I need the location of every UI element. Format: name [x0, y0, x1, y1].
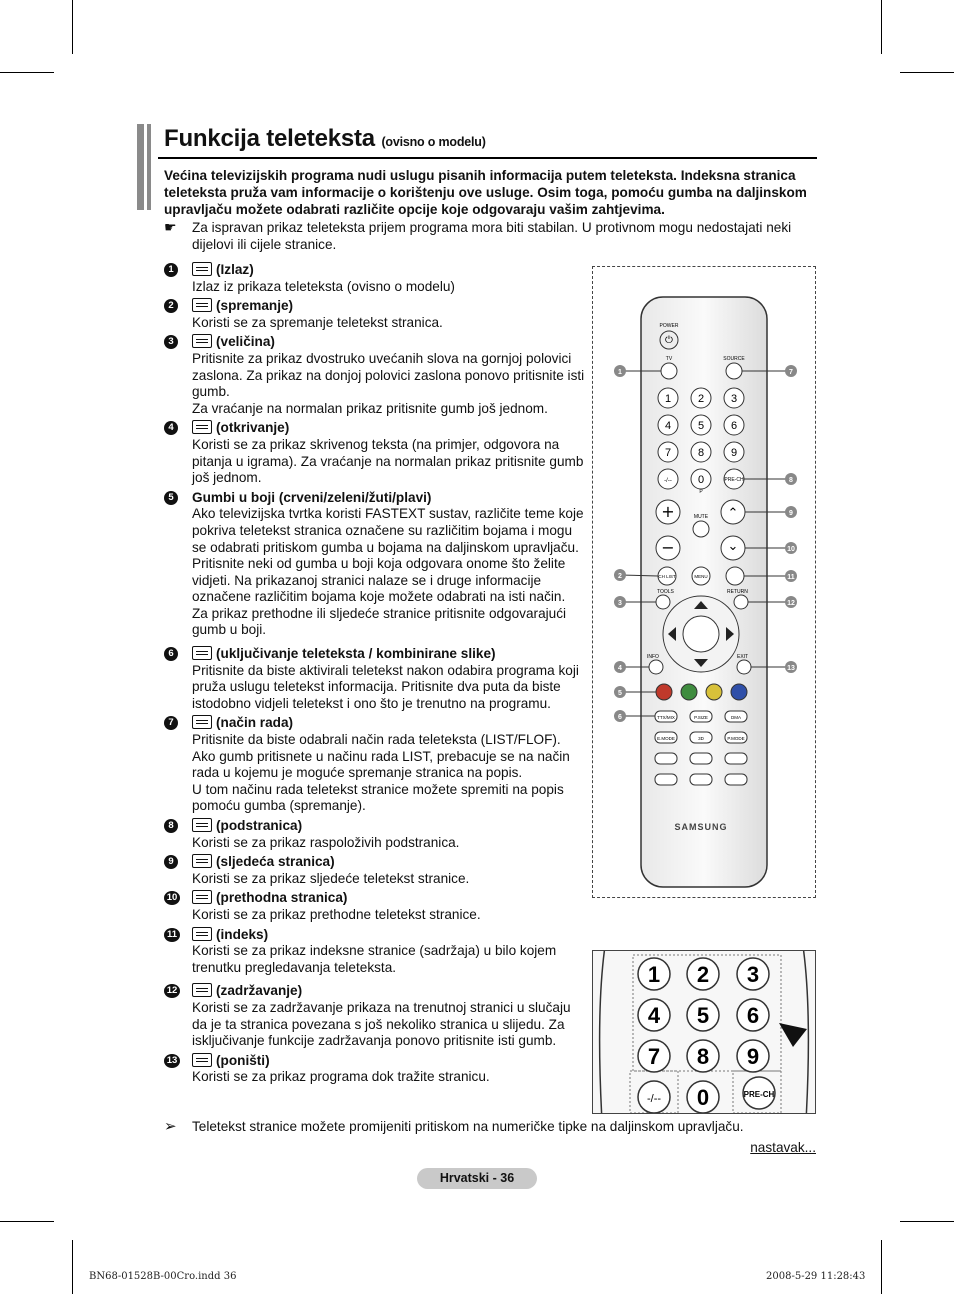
- item-number: 3: [164, 335, 178, 349]
- exit-label: EXIT: [737, 654, 749, 660]
- emode-label: E.MODE: [657, 736, 675, 741]
- item-number: 5: [164, 491, 178, 505]
- item-number: 12: [164, 984, 180, 998]
- continued-link: nastavak...: [750, 1140, 816, 1155]
- 3d-label: 3D: [698, 736, 704, 741]
- item-title: (zadržavanje): [192, 983, 302, 998]
- title-divider: [158, 157, 817, 159]
- item-number: 8: [164, 819, 178, 833]
- record-button: [655, 774, 677, 785]
- item-body: Ako televizijska tvrtka koristi FASTEXT sustav, različite teme koje pokriva teletekst stranica označene su različitim bojama i mogu se odabrati pritiskom gumba u bojama na daljinskom upravljaču. Pritisnite neki od gumba u boji koja odgovara onome što želite vidjeti. Na prikazanoj stranici nalaze se i druge informacije označene različitim bojama koje možete odabrati na isti način. Za prikaz prethodne ili sljedeće stranice pritisnite odgovarajući gumb u boji.: [192, 506, 584, 638]
- item-number: 9: [164, 855, 178, 869]
- digit-label: 0: [697, 474, 705, 486]
- source-button: [726, 363, 742, 379]
- crop-mark: [900, 72, 954, 73]
- number-pad-closeup: [592, 950, 816, 1114]
- teletext-button-icon: [192, 1053, 212, 1067]
- zoom-digit-label: 4: [647, 1003, 661, 1028]
- brand-logo: SAMSUNG: [674, 822, 728, 832]
- list-item: [164, 818, 586, 851]
- zoom-digit-label: 6: [746, 1003, 760, 1028]
- callout-number: 11: [787, 574, 795, 581]
- item-number: 1: [164, 263, 178, 277]
- digit-label: 2: [697, 393, 705, 405]
- p-label: P: [699, 489, 703, 495]
- power-label: POWER: [659, 323, 679, 329]
- footer-file: BN68-01528B-00Cro.indd 36: [89, 1271, 237, 1282]
- mute-label: MUTE: [693, 514, 709, 520]
- return-label: RETURN: [727, 589, 748, 595]
- color-button: [706, 684, 722, 700]
- item-body: Pritisnite da biste aktivirali teletekst nakon odabira programa koji pruža uslugu teletekst informacija. Pritisnite dva puta da biste istodobno vidjeli teletekst i ono što je trenutno na programu.: [192, 662, 579, 711]
- mute-button: [693, 521, 709, 537]
- callout-number: 9: [789, 510, 793, 517]
- pre-ch-button-label: PRE-CH: [724, 477, 744, 483]
- number-pad-svg: [593, 951, 815, 1113]
- zoom-digit-label: 8: [696, 1044, 710, 1069]
- item-body: Koristi se za prikaz programa dok tražite stranicu.: [192, 1069, 490, 1085]
- stop-button: [725, 753, 747, 764]
- page-number: Hrvatski - 36: [417, 1168, 537, 1189]
- digit-label: 3: [730, 393, 738, 405]
- callout-number: 4: [618, 665, 622, 672]
- ttx-label: TTX/MIX: [657, 715, 675, 720]
- item-number: 13: [164, 1054, 180, 1068]
- list-item: [164, 1053, 586, 1086]
- crop-mark: [0, 72, 54, 73]
- list-item: [164, 715, 586, 815]
- color-button: [731, 684, 747, 700]
- source-label: SOURCE: [723, 356, 745, 362]
- item-number: 2: [164, 299, 178, 313]
- teletext-button-icon: [192, 420, 212, 434]
- list-item: [164, 298, 586, 331]
- teletext-button-icon: [192, 715, 212, 729]
- callout-number: 13: [787, 665, 795, 672]
- menu-label: MENU: [694, 574, 708, 579]
- item-body: Koristi se za prikaz raspoloživih podstranica.: [192, 834, 460, 850]
- digit-label: 7: [664, 447, 672, 459]
- zoom-digit-label: 9: [746, 1044, 760, 1069]
- page-subtitle: (ovisno o modelu): [381, 135, 486, 149]
- teletext-button-icon: [192, 854, 212, 868]
- item-body: Izlaz iz prikaza teleteksta (ovisno o modelu): [192, 278, 455, 294]
- teletext-button-icon: [192, 298, 212, 312]
- callout-number: 1: [618, 369, 622, 376]
- tv-label: TV: [665, 356, 673, 362]
- info-label: INFO: [647, 654, 659, 660]
- pointing-hand-icon: ☛: [164, 219, 177, 235]
- forward-button: [725, 774, 747, 785]
- ttx-mode-button: [726, 567, 744, 585]
- tip-text: Teletekst stranice možete promijeniti pritiskom na numeričke tipke na daljinskom upravljaču.: [192, 1119, 744, 1134]
- item-title: (veličina): [192, 334, 275, 349]
- zoom-digit-label: 1: [647, 962, 661, 987]
- tools-label: TOOLS: [657, 589, 674, 595]
- item-title: (Izlaz): [192, 262, 254, 277]
- button-list: [164, 262, 586, 1089]
- item-number: 11: [164, 928, 180, 942]
- digit-label: 1: [664, 393, 672, 405]
- item-title: (spremanje): [192, 298, 293, 313]
- digit-label: 4: [664, 420, 672, 432]
- item-body: Koristi se za prikaz sljedeće teletekst stranice.: [192, 870, 470, 886]
- item-body: Koristi se za zadržavanje prikaza na trenutnoj stranici u slučaju da je ta stranica povezana s još nekoliko stranica u slijedu. Za isključivanje funkcije zadržavanja ponovo pritisnite isti gumb.: [192, 999, 571, 1049]
- pmode-label: P.MODE: [727, 736, 745, 741]
- color-button: [656, 684, 672, 700]
- note-text: Za ispravan prikaz teleteksta prijem programa mora biti stabilan. U protivnom mogu nedostajati neki dijelovi ili cijele stranice.: [192, 220, 792, 252]
- item-title: (otkrivanje): [192, 420, 289, 435]
- item-title: (poništi): [192, 1053, 270, 1068]
- arrow-icon: ➢: [164, 1118, 177, 1135]
- item-body: Pritisnite da biste odabrali način rada teleteksta (LIST/FLOF). Ako gumb pritisnete u načinu rada LIST, prebacuje se na način rada u kojemu je moguće spremanje stranica na popis. U tom načinu rada teletekst stranice možete spremiti na popis pomoću gumba (spremanje).: [192, 732, 570, 814]
- item-title: (podstranica): [192, 818, 302, 833]
- decorative-bars: [137, 124, 151, 210]
- svg-text:⌄: ⌄: [727, 539, 739, 554]
- svg-text:−: −: [661, 538, 675, 557]
- psize-label: P.SIZE: [694, 715, 708, 720]
- crop-mark: [881, 0, 882, 54]
- callout-number: 8: [789, 477, 793, 484]
- teletext-button-icon: [192, 818, 212, 832]
- item-number: 6: [164, 647, 178, 661]
- tools-button: [656, 595, 670, 609]
- page-title: Funkcija teleteksta (ovisno o modelu): [164, 125, 486, 152]
- item-title: (način rada): [192, 715, 293, 730]
- item-number: 7: [164, 716, 178, 730]
- pause-button: [690, 774, 712, 785]
- crop-mark: [72, 1240, 73, 1294]
- exit-button: [737, 660, 751, 674]
- item-body: Pritisnite za prikaz dvostruko uvećanih slova na gornjoj polovici zaslona. Za prikaz na donjoj polovici zaslona ponovo pritisnite isti gumb. Za vraćanje na normalan prikaz pritisnite gumb još jednom.: [192, 350, 585, 416]
- teletext-button-icon: [192, 262, 212, 276]
- item-title: (indeks): [192, 927, 268, 942]
- callout-number: 2: [618, 573, 622, 580]
- dash-label: -/--: [646, 1093, 662, 1105]
- list-item: [164, 927, 586, 977]
- crop-mark: [881, 1240, 882, 1294]
- svg-text:+: +: [661, 502, 675, 521]
- callout-number: 5: [618, 690, 622, 697]
- intro-paragraph: Većina televizijskih programa nudi uslugu pisanih informacija putem teleteksta. Indeksna stranica teleteksta pruža vam informacije o korištenju ove usluge. Osim toga, pomoću gumba na daljinskom upravljaču možete odabrati različite opcije koje odgovaraju vašim zahtjevima.: [164, 168, 807, 217]
- list-item: [164, 854, 586, 887]
- digit-label: 9: [730, 447, 738, 459]
- crop-mark: [72, 0, 73, 54]
- info-button: [649, 660, 663, 674]
- digit-label: 5: [697, 420, 705, 432]
- item-title: (uključivanje teleteksta / kombinirane slike): [192, 646, 496, 661]
- zoom-digit-label: 3: [746, 962, 760, 987]
- callout-number: 3: [618, 600, 622, 607]
- rewind-button: [655, 753, 677, 764]
- crop-mark: [0, 1221, 54, 1222]
- ch-list-label: CH LIST: [658, 574, 676, 579]
- remote-illustration: [592, 266, 816, 898]
- item-body: Koristi se za prikaz indeksne stranice (sadržaja) u bilo kojem trenutku pregledavanja teleteksta.: [192, 943, 557, 975]
- list-item: [164, 262, 586, 295]
- note: [164, 219, 812, 252]
- teletext-button-icon: [192, 983, 212, 997]
- digit-label: 8: [697, 447, 705, 459]
- list-item: [164, 646, 586, 712]
- teletext-button-icon: [192, 890, 212, 904]
- play-button: [690, 753, 712, 764]
- enter-button: [683, 616, 719, 652]
- list-item: [164, 420, 586, 486]
- teletext-button-icon: [192, 646, 212, 660]
- footer-date: 2008-5-29 11:28:43: [766, 1271, 866, 1282]
- tv-button: [661, 363, 677, 379]
- pre-ch-label: PRE-CH: [743, 1090, 775, 1099]
- list-item: [164, 890, 586, 923]
- color-button: [681, 684, 697, 700]
- zoom-digit-label: 0: [696, 1085, 710, 1110]
- callout-number: 6: [618, 714, 622, 721]
- item-body: Koristi se za prikaz prethodne teletekst stranice.: [192, 906, 481, 922]
- zoom-digit-label: 7: [647, 1044, 661, 1069]
- list-item: [164, 334, 586, 417]
- item-body: Koristi se za spremanje teletekst stranica.: [192, 314, 443, 330]
- svg-text:⌃: ⌃: [727, 506, 739, 521]
- list-item: [164, 983, 586, 1049]
- dash-button-label: -/--: [664, 478, 672, 484]
- callout-number: 12: [787, 600, 795, 607]
- svg-text:⏻: ⏻: [665, 335, 673, 346]
- return-button: [734, 595, 748, 609]
- crop-mark: [900, 1221, 954, 1222]
- list-item: [164, 490, 586, 639]
- dma-label: DMA: [731, 715, 741, 720]
- zoom-digit-label: 5: [696, 1003, 710, 1028]
- item-number: 10: [164, 891, 180, 905]
- teletext-button-icon: [192, 334, 212, 348]
- zoom-digit-label: 2: [696, 962, 710, 987]
- item-number: 4: [164, 421, 178, 435]
- callout-number: 10: [787, 546, 795, 553]
- digit-label: 6: [730, 420, 738, 432]
- remote-control: [593, 267, 815, 897]
- teletext-button-icon: [192, 927, 212, 941]
- item-body: Koristi se za prikaz skrivenog teksta (na primjer, odgovora na pitanja u igrama). Za vraćanje na normalan prikaz pritisnite gumb još jednom.: [192, 436, 584, 486]
- item-title: Gumbi u boji (crveni/zeleni/žuti/plavi): [192, 489, 432, 505]
- item-title: (prethodna stranica): [192, 890, 347, 905]
- callout-number: 7: [789, 369, 793, 376]
- item-title: (sljedeća stranica): [192, 854, 335, 869]
